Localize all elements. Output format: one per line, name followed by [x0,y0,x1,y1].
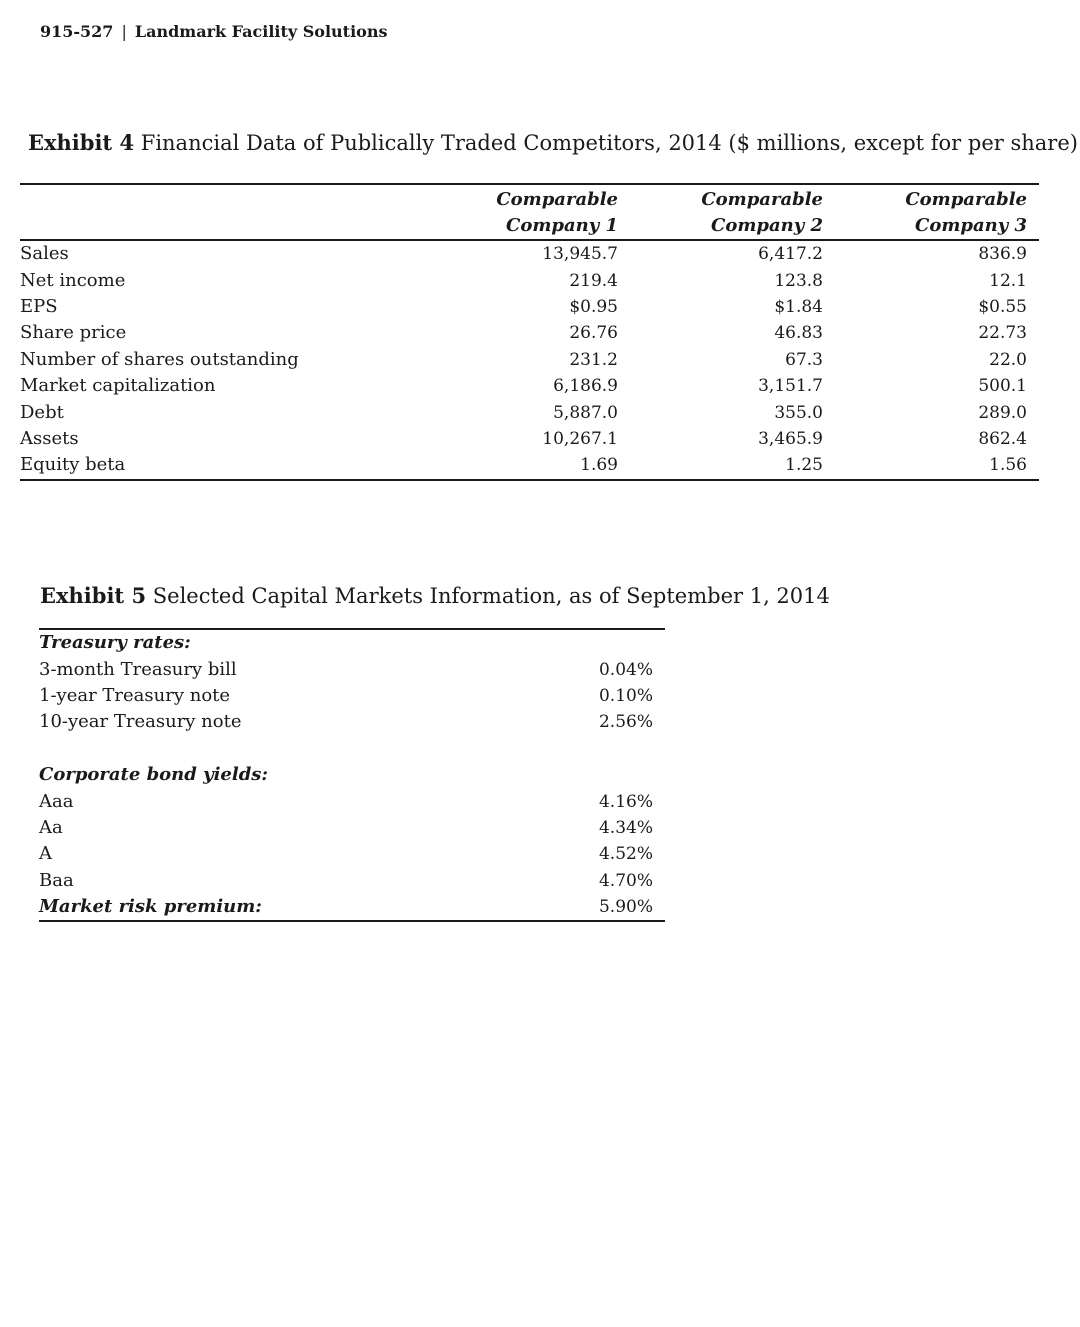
row-label: 3-month Treasury bill [39,658,237,680]
market-risk-premium-value: 5.90% [598,897,653,918]
exhibit5-caption: Selected Capital Markets Information, as of September 1, 2014 [152,584,830,608]
column-header-line2: Company 1 [506,215,618,236]
cell-value: 12.1 [989,270,1027,291]
row-label: 1-year Treasury note [39,684,231,706]
cell-value: 231.2 [569,349,618,370]
cell-value: 1.56 [989,455,1027,476]
table-row [39,788,665,814]
exhibit4-title [28,130,1078,155]
table-row [39,683,665,709]
row-label: Share price [20,322,127,344]
cell-value: $1.84 [774,296,823,317]
empty-cell [525,762,665,788]
cell-value: 3,465.9 [758,428,823,449]
column-header-line2: Company 2 [711,215,823,236]
row-label: Debt [20,401,64,423]
bond-heading: Corporate bond yields: [39,764,269,786]
spacer-row [39,736,665,762]
table-row [20,267,1039,293]
cell-value: 1.69 [580,455,618,476]
table-row [20,426,1039,452]
cell-value: 6,186.9 [553,376,618,397]
cell-value: 123.8 [774,270,823,291]
cell-value: 22.73 [978,323,1027,344]
header-separator: | [121,22,127,41]
cell-value: 5,887.0 [553,402,618,423]
row-label: Market capitalization [20,375,216,397]
table-row [39,815,665,841]
cell-value: 219.4 [569,270,618,291]
treasury-heading: Treasury rates: [39,632,191,654]
row-label: EPS [20,295,58,317]
cell-value: 500.1 [978,376,1027,397]
cell-value: $0.55 [978,296,1027,317]
rate-value: 0.10% [598,685,653,706]
column-header-company-3 [835,184,1039,240]
column-header-line1: Comparable [496,189,618,210]
row-label: A [39,843,52,865]
market-risk-premium-row [39,894,665,921]
table-row [20,240,1039,267]
doc-number: 915-527 [40,22,114,41]
table-row [20,373,1039,399]
empty-cell [525,629,665,656]
exhibit5-title [40,583,830,608]
column-header-line1: Comparable [701,189,823,210]
case-title: Landmark Facility Solutions [134,22,388,41]
table-row [20,399,1039,425]
table-row [20,347,1039,373]
market-risk-premium-label: Market risk premium: [39,896,262,918]
yield-value: 4.70% [598,870,653,891]
spacer-cell [39,736,665,762]
rate-value: 0.04% [598,659,653,680]
cell-value: $0.95 [569,296,618,317]
cell-value: 46.83 [774,323,823,344]
page-header [40,22,387,41]
row-label: Baa [39,869,74,891]
yield-value: 4.34% [598,817,653,838]
column-header-company-1 [468,184,630,240]
exhibit4-caption: Financial Data of Publically Traded Competitors, 2014 ($ millions, except for per share) [140,131,1078,155]
column-header-line2: Company 3 [915,215,1027,236]
row-label: Number of shares outstanding [20,348,299,370]
exhibit4-label: Exhibit 4 [28,130,135,155]
exhibit5-table [39,628,665,922]
row-label: Sales [20,243,69,265]
cell-value: 67.3 [785,349,823,370]
bond-heading-row [39,762,665,788]
cell-value: 355.0 [774,402,823,423]
table-row [20,294,1039,320]
cell-value: 3,151.7 [758,376,823,397]
row-label: Aaa [39,790,74,812]
cell-value: 13,945.7 [542,244,618,265]
yield-value: 4.16% [598,791,653,812]
table-row [20,452,1039,479]
exhibit5-label: Exhibit 5 [40,583,147,608]
cell-value: 862.4 [978,428,1027,449]
exhibit4-table [20,183,1039,481]
row-label: Aa [39,816,63,838]
exhibit4-header-row [20,184,1039,240]
cell-value: 22.0 [989,349,1027,370]
exhibit4-header-blank [20,184,468,240]
table-row [39,709,665,735]
cell-value: 1.25 [785,455,823,476]
column-header-line1: Comparable [905,189,1027,210]
cell-value: 836.9 [978,244,1027,265]
yield-value: 4.52% [598,844,653,865]
table-row [39,868,665,894]
column-header-company-2 [630,184,835,240]
cell-value: 289.0 [978,402,1027,423]
row-label: Net income [20,269,126,291]
cell-value: 6,417.2 [758,244,823,265]
table-row [20,320,1039,346]
row-label: Assets [20,427,79,449]
rate-value: 2.56% [598,712,653,733]
cell-value: 26.76 [569,323,618,344]
row-label: 10-year Treasury note [39,711,242,733]
cell-value: 10,267.1 [542,428,618,449]
row-label: Equity beta [20,454,126,476]
table-row [39,656,665,682]
table-row [39,841,665,867]
treasury-heading-row [39,629,665,656]
